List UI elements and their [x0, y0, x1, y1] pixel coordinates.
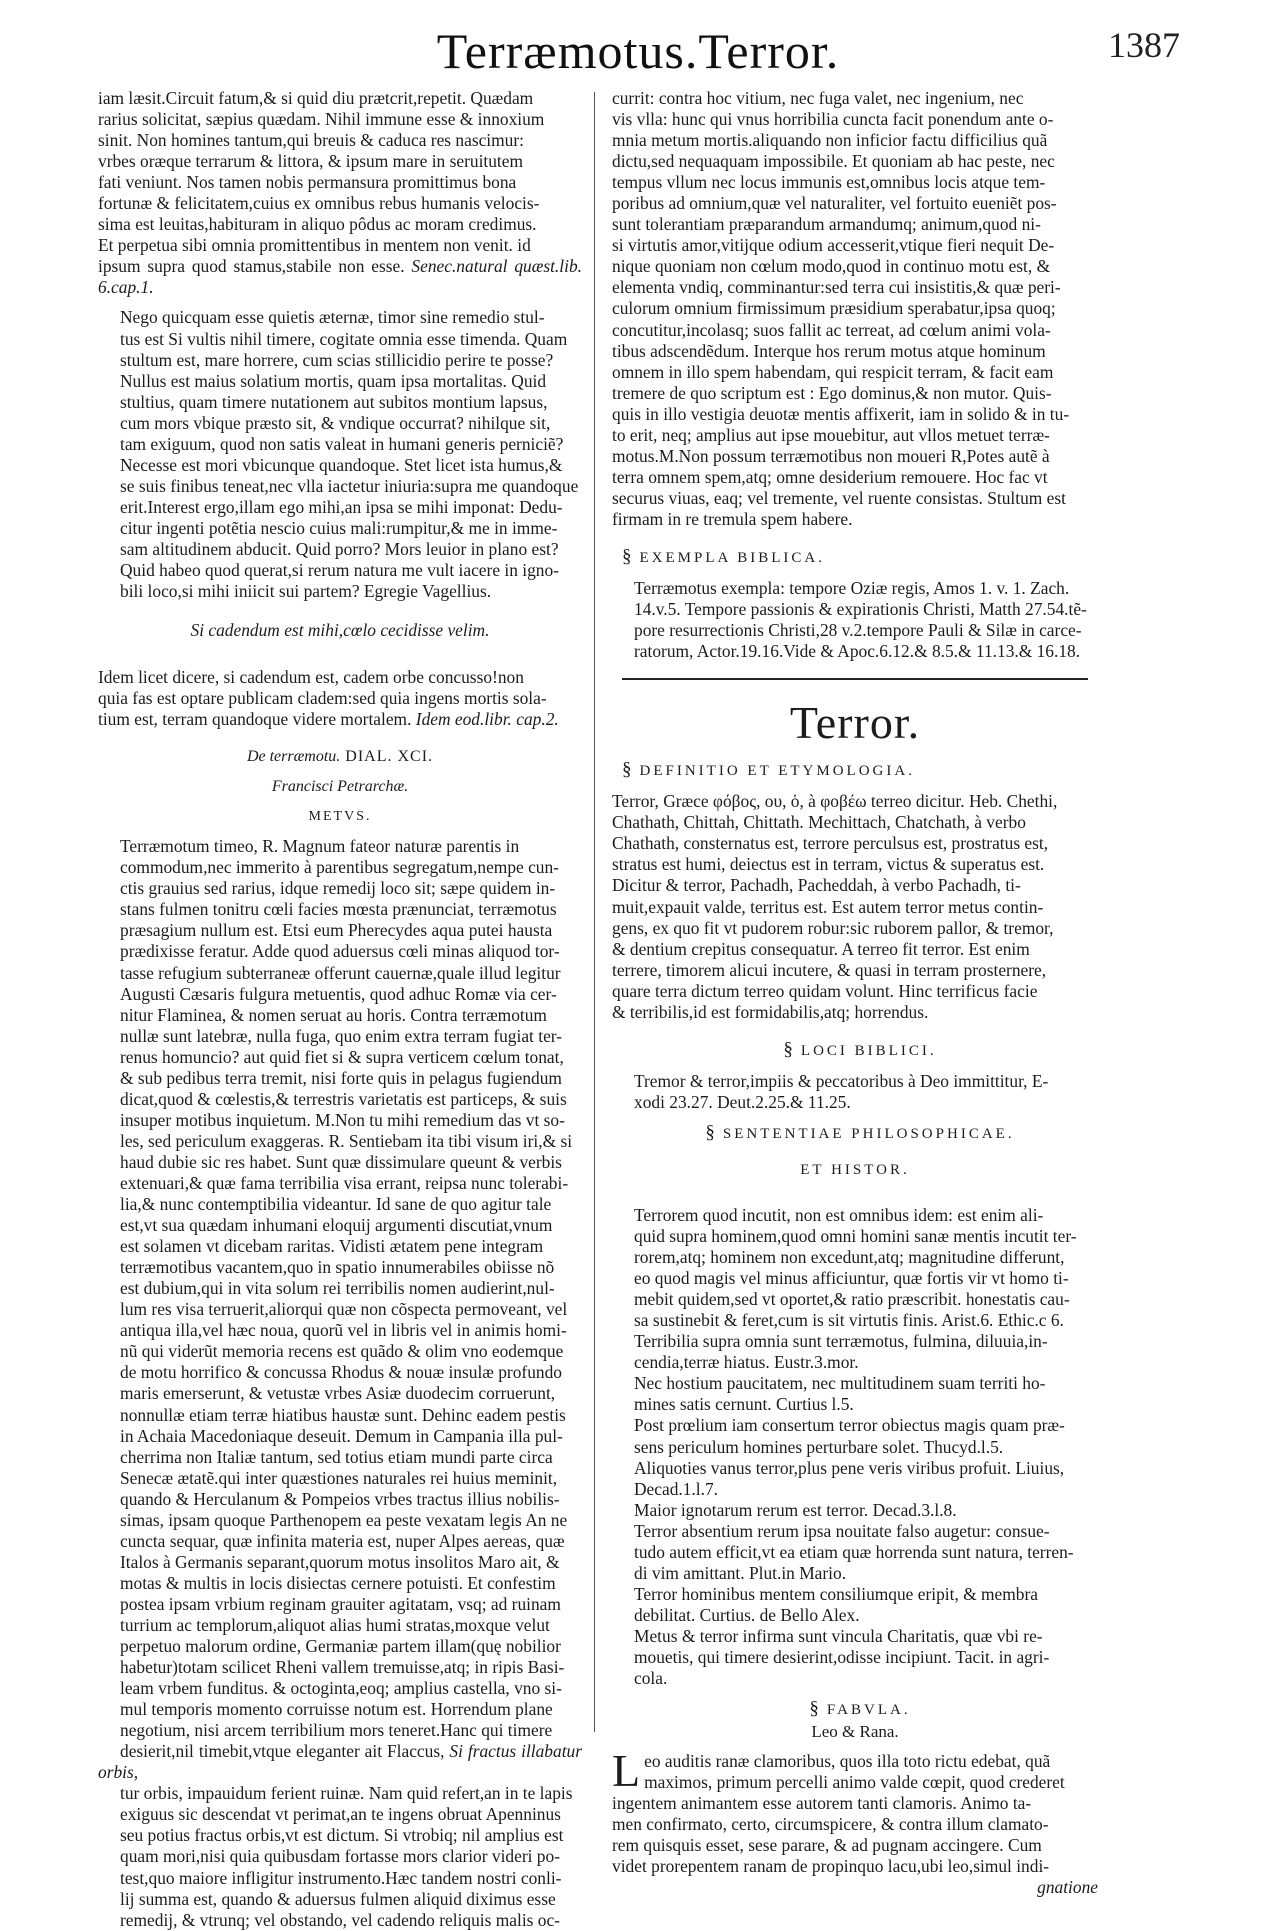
text-line: Terror absentium rerum ipsa nouitate falso augetur: consue-: [634, 1520, 1050, 1541]
text-line: lum res visa terruerit,aliorqui quæ non cõspecta permoveant, vel: [120, 1299, 568, 1320]
text-line: tur orbis, impauidum ferient ruinæ. Nam quid refert,an in te lapis: [120, 1783, 573, 1804]
text-line: lij summa est, quando & aduersus fulmen aliquid diximus esse: [120, 1888, 556, 1909]
text-line: seu potius fractus orbis,vt est dictum. Si vtrobiq; nil amplius est: [120, 1825, 564, 1846]
text-line: firmam in re tremula spem habere.: [612, 508, 853, 529]
text-line: nitur Flaminea, & nomen seruat au horis. Contra terræmotum: [120, 1004, 547, 1025]
citation: Idem eod.libr. cap.2.: [415, 709, 559, 730]
text-line: videt prorepentem ranam de propinquo lacu,ubi leo,simul indi-: [612, 1856, 1050, 1877]
text-line: Idem licet dicere, si cadendum est, cadem orbe concusso!non: [98, 666, 524, 687]
text-line: negotium, nisi arcem terribilium mors teneret.Hanc qui timere: [120, 1720, 553, 1741]
text-line: turrium ac templorum,aliquot alias humi stratas,moxque velut: [120, 1614, 550, 1635]
text-line: elementa vndiq, comminantur:sed terra cui insistitis,& quæ peri-: [612, 277, 1061, 298]
text-line: sa sustinebit & feret,cum is sit virtutis finis. Arist.6. Ethic.c 6.: [634, 1310, 1064, 1331]
text-line: ipsum supra quod stamus,stabile non esse.: [98, 256, 405, 277]
text-line: motus.M.Non possum terræmotibus non moueri R,Potes autẽ à: [612, 445, 1050, 466]
dialogue-heading-title: De terræmotu.: [246, 748, 341, 766]
section-mark-icon: §: [705, 1121, 715, 1143]
verse-quote: Si cadendum est mihi,cœlo cecidisse velim.: [190, 619, 490, 640]
text-line: prædixisse feratur. Adde quod aduersus cœli minas aliquod tor-: [120, 941, 560, 962]
text-line: cendia,terræ hiatus. Eustr.3.mor.: [634, 1352, 859, 1373]
text-line: exiguus sic descendat vt perimat,an te ingens obruat Apenninus: [120, 1804, 561, 1825]
text-line: motas & multis in locis disiectas cernere potuisti. Et confestim: [120, 1572, 556, 1593]
text-line: habetur)totam scilicet Rheni vallem tremuisse,atq; in ripis Basi-: [120, 1657, 565, 1678]
text-line: de motu horrifico & concussa Rhodus & nouæ insulæ profundo: [120, 1362, 562, 1383]
text-line: test,quo maiore infligitur instrumento.Hæc tandem nostri conli-: [120, 1867, 562, 1888]
text-line: pore resurrectionis Christi,28 v.2.tempore Pauli & Silæ in carce-: [634, 620, 1082, 641]
fabula-heading-text: FABVLA.: [826, 1702, 911, 1719]
text-line: terrere, timorem alicui incutere, & quasi in terram prosternere,: [612, 959, 1047, 980]
text-line: gens, ex quo fit vt pudorem robur:sic ruborem pallor, & tremor,: [612, 917, 1054, 938]
exempla-heading: [612, 546, 1098, 569]
text-line: Dicitur & terror, Pachadh, Pacheddah, à verbo Pachadh, ti-: [612, 875, 1021, 896]
loci-heading-text: LOCI BIBLICI.: [800, 1042, 937, 1059]
text-line: Terror, Græce φόβος, ου, ὁ, à φοβέω terreo dicitur. Heb. Chethi,: [612, 791, 1058, 812]
exempla-heading-text: EXEMPLA BIBLICA.: [639, 549, 826, 566]
text-line: mouetis, qui timere desierint,odisse incipiunt. Tacit. in agri-: [634, 1647, 1050, 1667]
text-line: Senecæ ætatẽ.qui inter quæstiones naturales rei huius meminit,: [120, 1467, 558, 1488]
text-line: sima est leuitas,habituram in aliquo pôdus ac moram credimus.: [98, 214, 537, 235]
section-mark-icon: §: [783, 1038, 793, 1060]
dialogue-continuation: [612, 88, 1098, 530]
section-title: Terror.: [789, 697, 921, 749]
text-line: Terror hominibus mentem consiliumque eripit, & membra: [634, 1583, 1038, 1604]
text-line: Augusti Cæsaris fulgura metuentis, quod adhuc Romæ via cer-: [120, 983, 557, 1004]
text-line: Chathath, Chittah, Chittath. Mechittach, Chatchath, à verbo: [612, 812, 1026, 833]
text-line: Aliquoties vanus terror,plus pene veris viribus profuit. Liuius,: [634, 1457, 1065, 1478]
text-line: sunt tolerantiam præparandum armandumq; animum,quod ni-: [612, 214, 1041, 235]
text-line: se suis finibus teneat,nec vlla iactetur iniuria:supra me quandoque: [120, 475, 579, 496]
left-column: [98, 88, 582, 1931]
text-line: muit,expauit valde, territus est. Est autem terror metus contin-: [612, 896, 1044, 917]
text-line: tam exiguum, quod non satis valeat in humani generis perniciẽ?: [120, 433, 564, 454]
dialogue-number: DIAL. XCI.: [345, 748, 434, 766]
text-line: sam altitudinem abducit. Quid porro? Mors leuior in plano est?: [120, 538, 559, 559]
loci-text: [612, 1071, 1098, 1113]
fable-title: Leo & Rana.: [811, 1722, 899, 1742]
sententiae-heading: [612, 1122, 1098, 1145]
text-line: debilitat. Curtius. de Bello Alex.: [634, 1604, 860, 1625]
text-line: tempus vllum nec locus immunis est,omnibus locis atque tem-: [612, 172, 1046, 193]
text-line: quis in illo vestigia deuotæ mentis affixerit, iam in solido & in tu-: [612, 403, 1070, 424]
text-line: securus viuas, eaq; vel tremente, vel ruente consistas. Stultum est: [612, 487, 1066, 508]
text-line: men confirmato, certo, circumspicere, & contra illum clamato-: [612, 1814, 1049, 1835]
definitio-text: [612, 791, 1098, 1023]
text-line: Quid habeo quod querat,si rerum natura me vult iacere in igno-: [120, 560, 559, 581]
text-line: ratorum, Actor.19.16.Vide & Apoc.6.12.& 8.5.& 11.13.& 16.18.: [634, 641, 1081, 662]
text-line: xodi 23.27. Deut.2.25.& 11.25.: [634, 1091, 851, 1112]
text-line: fortunæ & felicitatem,cuius ex omnibus rebus humanis velocis-: [98, 193, 540, 214]
text-line: terræmotibus vacantem,quo in spatio innumerabiles obiisse nõ: [120, 1257, 555, 1278]
text-line: sinit. Non homines tantum,qui breuis & caduca res nascimur:: [98, 130, 524, 151]
interlocutor-label: METVS.: [308, 809, 372, 825]
catchword: gnatione: [1037, 1877, 1098, 1898]
dialogue-text: [98, 836, 582, 1930]
text-line: postea ipsam vrbium reginam grauiter agitatam, vsq; ad ruinam: [120, 1593, 561, 1614]
text-line: eo quod magis vel minus afficiuntur, quæ fortis vir vt homo ti-: [634, 1268, 1069, 1289]
text-line: stultum est, mare horrere, cum scias stillicidio perire te posse?: [120, 349, 554, 370]
text-line: remedij, & vtrunq; vel obstando, vel cadendo reliquis malis oc-: [120, 1909, 560, 1930]
sententiae-subheading: ET HISTOR.: [800, 1161, 910, 1178]
text-line: mebit quidem,sed vt oportet,& ratio præscribit. honestatis cau-: [634, 1289, 1070, 1310]
text-line: si virtutis amor,vitijque odium accesserit,vtique fieri nequit De-: [612, 235, 1055, 256]
text-line: Terræmotus exempla: tempore Oziæ regis, Amos 1. v. 1. Zach.: [634, 578, 1070, 599]
text-line: Terræmotum timeo, R. Magnum fateor naturæ parentis in: [120, 836, 520, 857]
text-line: tasse refugium subterraneæ offerunt cauernæ,quale illud legitur: [120, 962, 561, 983]
text-line: erit.Interest ergo,illam ego mihi,an ipsa se mihi imponat: Dedu-: [120, 496, 563, 517]
text-line: poribus ad omnium,quæ vel naturaliter, vel fortuito eueniẽt pos-: [612, 193, 1057, 214]
text-line: tibus adscendẽdum. Interque hos rerum motus atque hominum: [612, 340, 1046, 361]
definitio-heading-text: DEFINITIO ET ETYMOLOGIA.: [639, 763, 915, 780]
text-line: desierit,nil timebit,vtque eleganter ait Flaccus,: [120, 1741, 445, 1762]
sententiae-heading-text: SENTENTIAE PHILOSOPHICAE.: [722, 1125, 1015, 1142]
section-mark-icon: §: [622, 545, 632, 567]
text-line: rem quisquis esset, sese parare, & ad pugnam accingere. Cum: [612, 1835, 1042, 1856]
citation: Senec.natural quæst.lib. 6.cap.1.: [98, 256, 582, 298]
text-line: cherrima non Italiæ tantum, sed totius etiam mundi parte circa: [120, 1446, 553, 1467]
text-line: les, sed periculum exaggeras. R. Sentiebam ita tibi visum iri,& si: [120, 1130, 573, 1151]
text-line: antiqua illa,vel hæc noua, quorũ vel in libris vel in animis homi-: [120, 1320, 567, 1341]
text-line: præsagium nullum est. Etsi eum Pherecydes aqua putei hausta: [120, 920, 553, 941]
text-line: mul temporis momento corruisse notum est. Horrendum plane: [120, 1699, 553, 1720]
text-line: & terribilis,id est formidabilis,atq; horrendus.: [612, 1001, 929, 1022]
text-line: nique quoniam non cœlum modo,quod in continuo motu est, &: [612, 256, 1051, 277]
fabula-heading: [612, 1698, 1098, 1721]
text-line: stratus est humi, deiectus est in terram, victus & superatus est.: [612, 854, 1045, 875]
text-line: 14.v.5. Tempore passionis & expirationis Christi, Matth 27.54.tẽ-: [634, 599, 1087, 620]
text-line: quid supra hominem,quod omni homini sanæ mentis incutit ter-: [634, 1226, 1077, 1247]
text-line: & sub pedibus terra tremit, nisi forte quis in pelagus fugiendum: [120, 1067, 562, 1088]
text-line: in Achaia Macedoniaque deseuit. Demum in Campania illa pul-: [120, 1425, 563, 1446]
text-line: quando & Herculanum & Pompeios vrbes tractus illius nobilis-: [120, 1488, 560, 1509]
text-line: fati veniunt. Nos tamen nobis permansura promittimus bona: [98, 172, 517, 193]
running-title: Terræmotus.Terror.: [436, 23, 840, 79]
text-line: dicat,quod & cœlestis,& terrestris varietatis est particeps, & suis: [120, 1088, 567, 1109]
citation: Si fractus illabatur orbis,: [98, 1741, 582, 1783]
text-line: maximos, primum percelli animo valde cœpit, quod crederet: [644, 1772, 1065, 1793]
text-line: concutitur,incolasq; suos fallit ac terreat, ad cœlum animi vola-: [612, 319, 1051, 340]
text-line: nullæ sunt latebræ, nulla fuga, quo enim extra terram fugiat ter-: [120, 1025, 563, 1046]
text-line: lia,& nunc contemptibilia videantur. Id sane de quo agitur tale: [120, 1194, 552, 1215]
text-line: terra omnem spem,atq; omne desiderium remouere. Hoc fac vt: [612, 466, 1048, 487]
text-line: Tremor & terror,impiis & peccatoribus à Deo immittitur, E-: [634, 1070, 1049, 1091]
text-line: eo auditis ranæ clamoribus, quos illa toto rictu edebat, quã: [644, 1751, 1051, 1772]
fable-text: [612, 1745, 1098, 1877]
text-line: nũ qui viderũt memoria recens est quãdo & olim vno eodemque: [120, 1341, 564, 1362]
text-line: Et perpetua sibi omnia promittentibus in mentem non venit. id: [98, 235, 531, 256]
sententiae-text: [612, 1205, 1098, 1689]
loci-heading: [612, 1039, 1098, 1062]
text-line: tium est, terram quandoque videre mortalem.: [98, 709, 412, 730]
right-column: [612, 88, 1098, 1899]
text-line: Decad.1.l.7.: [634, 1478, 719, 1499]
text-line: maris emerserunt, & vetustæ vrbes Asiæ duodecim corruerunt,: [120, 1383, 556, 1404]
text-line: Terribilia supra omnia sunt terræmotus, fulmina, diluuia,in-: [634, 1331, 1048, 1352]
text-line: Chathath, consternatus est, terrore perculsus est, prostratus est,: [612, 833, 1049, 854]
text-line: quam mori,nisi quia quibusdam fortasse mors clarior videri po-: [120, 1846, 560, 1867]
text-line: est solamen vt dicebam raritas. Vidisti ætatem pene integram: [120, 1236, 544, 1257]
text-line: rarius solicitat, sæpius quædam. Nihil immune esse & innoxium: [98, 109, 545, 130]
text-line: extenuari,& quæ fama terribilia visa errant, reipsa nunc tolerabi-: [120, 1172, 569, 1193]
text-line: cola.: [634, 1668, 668, 1689]
section-mark-icon: §: [622, 759, 632, 781]
text-line: ingentem animantem esse autorem tanti clamoris. Animo ta-: [612, 1793, 1032, 1814]
text-line: vrbes oræque terrarum & littora, & ipsum mare in seruitutem: [98, 151, 524, 172]
text-line: mnia metum mortis.aliquando non inficior factu difficilius quã: [612, 130, 1048, 151]
section-mark-icon: §: [809, 1698, 819, 1720]
text-line: Maior ignotarum rerum est terror. Decad.3.l.8.: [634, 1499, 957, 1520]
text-line: cuncta sequar, quæ infinita materia est, nuper Alpes aereas, quæ: [120, 1530, 565, 1551]
text-line: stultius, quam timere nutationem aut subitos montium lapsus,: [120, 391, 548, 412]
text-line: haud dubie sic res habet. Sunt quæ dissimulare queunt & verbis: [120, 1151, 562, 1172]
text-line: Nullus est maius solatium mortis, quam ipsa mortalitas. Quid: [120, 370, 547, 391]
text-line: Italos à Germanis separant,quorum motus insolitos Maro ait, &: [120, 1551, 560, 1572]
seneca-passage: [98, 88, 582, 298]
text-line: tudo autem efficit,vt ea etiam quæ horrenda sunt natura, terren-: [634, 1541, 1074, 1562]
text-line: culorum omnium firmissimum præsidium sperabatur,ipsa quoq;: [612, 298, 1056, 319]
drop-cap: L: [612, 1745, 641, 1797]
text-line: est,vt sua quædam inhumani eloquij argumenti discutiat,vnum: [120, 1215, 553, 1236]
text-line: vis vlla: hunc qui vnus horribilia cuncta facit ponendum ante o-: [612, 109, 1054, 130]
text-line: Necesse est mori vbicunque quandoque. Stet licet ista humus,&: [120, 454, 563, 475]
text-line: stans fulmen tonitru cœli facies mœsta prænunciat, terræmotus: [120, 899, 557, 920]
text-line: Nego quicquam esse quietis æternæ, timor sine remedio stul-: [120, 307, 545, 328]
text-line: cum mors vbique præsto sit, & vndique occurrat? nihilque sit,: [120, 412, 551, 433]
text-line: omnem in illo spem habendam, qui respicit terram, & facit eam: [612, 361, 1054, 382]
page-header: [0, 18, 1276, 90]
text-line: commodum,nec immerito à parentibus segregatum,nempe cun-: [120, 857, 559, 878]
text-line: ctis grauius sed rarius, idque remedij loco sit; sæpe quidem in-: [120, 878, 556, 899]
column-divider: [594, 92, 595, 1732]
author-name: Francisci Petrarchæ.: [271, 778, 409, 796]
page-number: 1387: [1108, 25, 1180, 65]
text-line: to erit, neq; amplius aut ipse mouebitur, aut vllos metuet terræ-: [612, 424, 1050, 445]
text-line: rorem,atq; hominem non excedunt,atq; magnitudine differunt,: [634, 1247, 1065, 1268]
text-line: currit: contra hoc vitium, nec fuga valet, nec ingenium, nec: [612, 88, 1024, 108]
seneca-passage-2: [98, 307, 582, 602]
definitio-heading: [612, 759, 1098, 782]
text-line: di vim amittant. Plut.in Mario.: [634, 1562, 847, 1583]
dialogue-heading: [98, 746, 582, 767]
text-line: quia fas est optare publicam cladem:sed quia ingens mortis sola-: [98, 688, 547, 708]
text-line: & dentium crepitus consequatur. A terreo fit terror. Est enim: [612, 938, 1030, 959]
text-line: est dubium,qui in vita solum rei terribilis nomen audierint,nul-: [120, 1278, 555, 1299]
text-line: citur ingenti potẽtia nescio cuius mali:rumpitur,& me in imme-: [120, 517, 558, 538]
text-line: Nec hostium paucitatem, nec multitudinem suam territi ho-: [634, 1373, 1046, 1394]
text-line: Post prœlium iam consertum terror obiectus magis quam præ-: [634, 1415, 1065, 1436]
text-line: insuper motibus inquietum. M.Non tu mihi remedium das vt so-: [120, 1109, 565, 1130]
text-line: renus homuncio? aut quid fiet si & supra verticem cœlum tonat,: [120, 1046, 564, 1067]
text-line: sens periculum homines perturbare solet. Thucyd.l.5.: [634, 1436, 1004, 1457]
seneca-passage-3: [98, 667, 582, 730]
text-line: leam vrbem funditus. & octoginta,eoq; amplius castella, vno si-: [120, 1678, 562, 1699]
text-line: simas, ipsam quoque Parthenopem ea peste vexatam legis An ne: [120, 1509, 568, 1530]
text-line: dictu,sed nequaquam impossibile. Et quoniam ab hac peste, nec: [612, 151, 1055, 172]
text-line: quare terra dictum terreo quidam volunt. Hinc terrificus facie: [612, 980, 1038, 1001]
text-line: nonnullæ etiam terræ hiatibus haustæ sunt. Dehinc eadem pestis: [120, 1404, 566, 1425]
text-line: iam læsit.Circuit fatum,& si quid diu prætcrit,repetit. Quædam: [98, 88, 534, 108]
text-line: tus est Si vultis nihil timere, cogitate omnia esse timenda. Quam: [120, 328, 568, 349]
text-line: bili loco,si mihi iniicit sui partem? Egregie Vagellius.: [120, 581, 492, 602]
text-line: perpetuo malorum ordine, Germaniæ partem illam(quę nobilior: [120, 1636, 561, 1657]
text-line: mines satis cernunt. Curtius l.5.: [634, 1394, 854, 1415]
text-line: Terrorem quod incutit, non est omnibus idem: est enim ali-: [634, 1205, 1044, 1226]
exempla-text: [612, 578, 1098, 662]
text-line: Metus & terror infirma sunt vincula Charitatis, quæ vbi re-: [634, 1625, 1043, 1646]
text-line: tremere de quo scriptum est : Ego dominus,& non mutor. Quis-: [612, 382, 1052, 403]
